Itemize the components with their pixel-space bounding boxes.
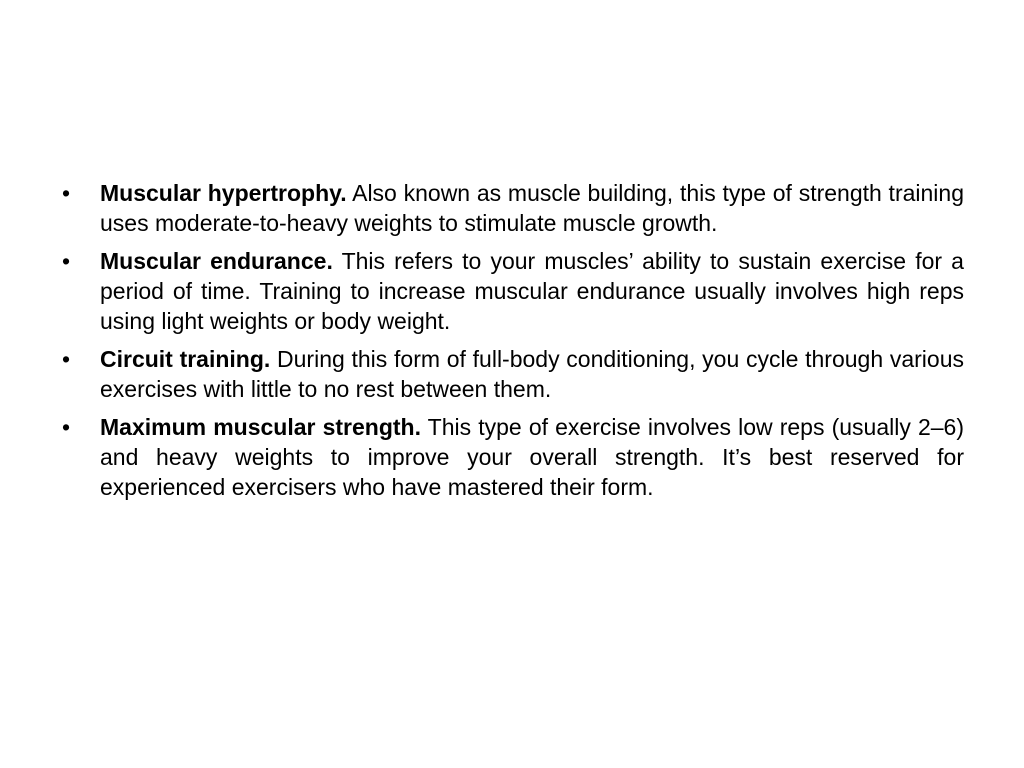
bullet-text: Also known as muscle building, this type of strength training uses moderate-to-heavy weights to stimulate muscle growth.	[100, 180, 964, 236]
bullet-dot-icon: •	[62, 248, 71, 274]
bullet-term: Circuit training.	[100, 346, 271, 372]
bullet-text: This refers to your muscles’ ability to sustain exercise for a period of time. Training to increase muscular endurance usually involves high reps using light weights or body weight.	[100, 248, 964, 334]
bullet-item-hypertrophy	[62, 178, 964, 238]
bullet-dot-icon: •	[62, 414, 71, 440]
bullet-text: This type of exercise involves low reps (usually 2–6) and heavy weights to improve your overall strength. It’s best reserved for experienced exercisers who have mastered their form.	[100, 414, 964, 500]
bullet-item-endurance	[62, 246, 964, 336]
bullet-text: During this form of full-body conditioning, you cycle through various exercises with little to no rest between them.	[100, 346, 964, 402]
bullet-dot-icon: •	[62, 346, 71, 372]
bullet-term: Maximum muscular strength.	[100, 414, 421, 440]
bullet-item-max-strength	[62, 412, 964, 502]
bullet-term: Muscular hypertrophy.	[100, 180, 347, 206]
bullet-term: Muscular endurance.	[100, 248, 333, 274]
bullet-list	[62, 178, 964, 510]
bullet-dot-icon: •	[62, 180, 71, 206]
bullet-item-circuit	[62, 344, 964, 404]
